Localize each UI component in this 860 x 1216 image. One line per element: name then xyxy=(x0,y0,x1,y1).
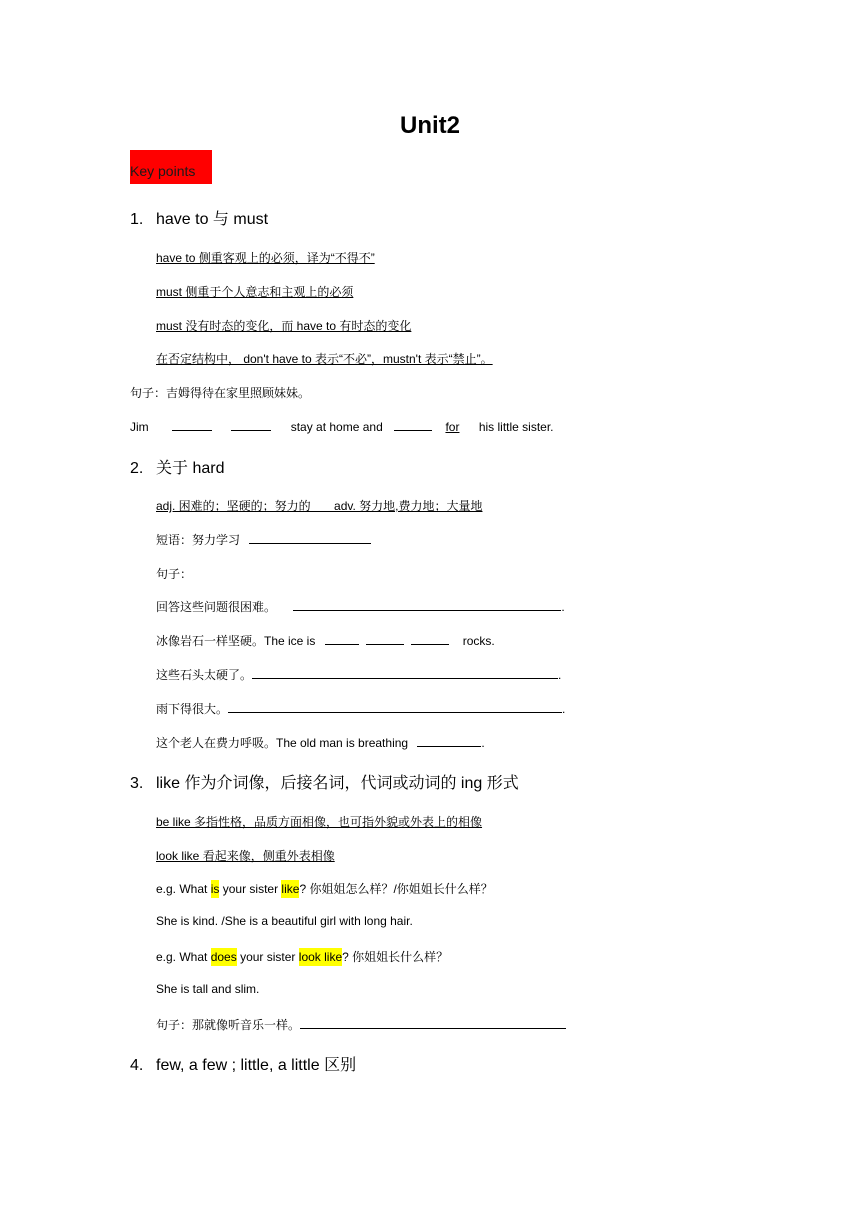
section-4-heading xyxy=(130,1052,356,1075)
section-4-number: 4. xyxy=(130,1057,144,1074)
section-2-item-3 xyxy=(156,666,561,683)
example-mid: your sister xyxy=(222,882,279,896)
highlight-does: does xyxy=(210,950,237,964)
item-end: . xyxy=(481,736,485,750)
section-1-note-3: must 没有时态的变化，而 have to 有时态的变化 xyxy=(156,319,412,333)
section-2-item-5 xyxy=(156,734,485,751)
answer-blank[interactable] xyxy=(366,632,404,645)
page-title: Unit2 xyxy=(400,112,460,139)
section-3-sentence xyxy=(156,1016,566,1033)
section-3-heading xyxy=(130,770,519,793)
answer-blank[interactable] xyxy=(300,1016,566,1029)
section-3-example-1 xyxy=(156,880,493,897)
item-end: . xyxy=(561,600,565,614)
section-1-sentence-en xyxy=(130,418,554,434)
item-end: rocks. xyxy=(462,634,495,648)
section-3-example-2 xyxy=(156,948,448,965)
section-3-note-1: be like 多指性格，品质方面相像，也可指外貌或外表上的相像 xyxy=(156,815,483,829)
item-text: 回答这些问题很困难。 xyxy=(156,600,277,614)
section-2-sentence-label: 句子： xyxy=(156,567,193,581)
highlight-is: is xyxy=(210,882,220,896)
answer-blank[interactable] xyxy=(293,598,561,611)
example-mid: your sister xyxy=(240,950,296,964)
answer-blank[interactable] xyxy=(249,531,371,544)
section-1-note-2: must 侧重于个人意志和主观上的必须 xyxy=(156,285,354,299)
section-1-title: have to 与 must xyxy=(156,211,269,228)
item-end: . xyxy=(562,702,566,716)
answer-blank[interactable] xyxy=(228,700,562,713)
item-end: . xyxy=(558,668,562,682)
sentence-mid: stay at home and xyxy=(290,420,383,434)
section-3-answer-2: She is tall and slim. xyxy=(156,982,260,996)
section-1-sentence-cn: 句子：吉姆得待在家里照顾妹妹。 xyxy=(130,386,311,400)
item-text: 雨下得很大。 xyxy=(156,702,229,716)
example-prefix: e.g. What xyxy=(156,882,208,896)
section-4-title: few, a few ; little, a little 区别 xyxy=(156,1057,357,1074)
example-prefix: e.g. What xyxy=(156,950,208,964)
sentence-cn: 句子：那就像听音乐一样。 xyxy=(156,1018,301,1032)
example-suffix: ? 你姐姐怎么样？/你姐姐长什么样？ xyxy=(299,882,493,896)
answer-blank[interactable] xyxy=(411,632,449,645)
section-2-item-2 xyxy=(156,632,495,649)
item-text: 这个老人在费力呼吸。The old man is breathing xyxy=(156,736,409,750)
section-2-definition: adj. 困难的；坚硬的；努力的 adv. 努力地,费力地；大量地 xyxy=(156,499,483,513)
section-2-title: 关于 hard xyxy=(156,460,225,477)
section-2-item-4 xyxy=(156,700,565,717)
answer-blank[interactable] xyxy=(394,418,432,431)
answer-blank[interactable] xyxy=(325,632,359,645)
answer-blank[interactable] xyxy=(172,418,212,431)
section-2-item-1 xyxy=(156,598,565,615)
filled-answer: for xyxy=(445,420,460,434)
section-3-answer-1: She is kind. /She is a beautiful girl with long hair. xyxy=(156,914,413,928)
answer-blank[interactable] xyxy=(252,666,558,679)
example-suffix: ? 你姐姐长什么样？ xyxy=(342,950,449,964)
phrase-label: 短语：努力学习 xyxy=(156,533,241,547)
section-1-note-1: have to 侧重客观上的必须，译为“不得不” xyxy=(156,251,375,265)
key-points-label: Key points xyxy=(130,150,212,184)
item-text: 冰像岩石一样坚硬。The ice is xyxy=(156,634,316,648)
highlight-look-like: look like xyxy=(298,950,343,964)
section-3-note-2: look like 看起来像，侧重外表相像 xyxy=(156,849,335,863)
section-2-phrase xyxy=(156,531,371,548)
section-1-heading xyxy=(130,206,268,229)
sentence-start: Jim xyxy=(130,420,149,434)
section-1-note-4: 在否定结构中， don't have to 表示“不必”，mustn't 表示“禁止”。 xyxy=(156,352,493,366)
section-2-number: 2. xyxy=(130,460,144,477)
item-text: 这些石头太硬了。 xyxy=(156,668,253,682)
answer-blank[interactable] xyxy=(417,734,481,747)
section-3-number: 3. xyxy=(130,775,144,792)
section-1-number: 1. xyxy=(130,211,144,228)
sentence-end: his little sister. xyxy=(478,420,554,434)
section-2-heading xyxy=(130,455,224,478)
answer-blank[interactable] xyxy=(231,418,271,431)
section-3-title: like 作为介词像，后接名词，代词或动词的 ing 形式 xyxy=(156,775,519,792)
highlight-like: like xyxy=(281,882,300,896)
